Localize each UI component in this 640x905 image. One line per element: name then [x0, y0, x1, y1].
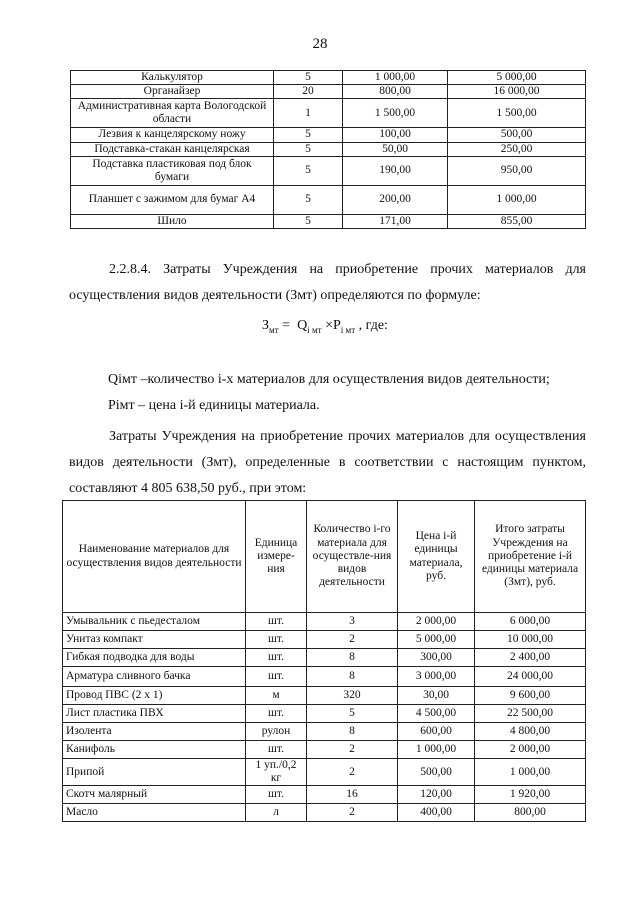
material-price: 500,00 [398, 759, 475, 786]
material-unit: шт. [246, 613, 307, 631]
materials-table [62, 500, 586, 822]
material-total: 10 000,00 [475, 631, 586, 649]
table-row [63, 613, 586, 631]
material-unit: шт. [246, 631, 307, 649]
item-total: 1 000,00 [448, 185, 586, 214]
item-price: 800,00 [343, 85, 448, 99]
cost-formula: $З_{мт} = Q_{i мт} \times P_{i мт}$ , где: [262, 318, 388, 335]
definition-quantity: Qiмт –количество i-х материалов для осуществления видов деятельности; [108, 372, 550, 387]
material-price: 30,00 [398, 687, 475, 705]
item-name: Лезвия к канцелярскому ножу [71, 128, 274, 142]
material-unit: шт. [246, 786, 307, 804]
header-price: Цена i-й единицы материала, руб. [398, 501, 475, 613]
item-total: 950,00 [448, 156, 586, 185]
table-row [63, 687, 586, 705]
header-total: Итого затраты Учреждения на приобретение i-й единицы материала (Змт), руб. [475, 501, 586, 613]
table-row [71, 214, 586, 228]
item-name: Административная карта Вологодской области [71, 99, 274, 128]
item-qty: 5 [274, 156, 343, 185]
item-qty: 20 [274, 85, 343, 99]
material-unit: шт. [246, 667, 307, 687]
material-total: 22 500,00 [475, 705, 586, 723]
item-price: 1 000,00 [343, 71, 448, 85]
item-qty: 5 [274, 214, 343, 228]
material-qty: 8 [307, 667, 398, 687]
header-name: Наименование материалов для осуществления видов деятельности [63, 501, 246, 613]
material-unit: рулон [246, 723, 307, 741]
item-qty: 5 [274, 142, 343, 156]
material-name: Канифоль [63, 741, 246, 759]
table-row [71, 99, 586, 128]
material-qty: 8 [307, 649, 398, 667]
material-name: Провод ПВС (2 х 1) [63, 687, 246, 705]
material-price: 4 500,00 [398, 705, 475, 723]
item-qty: 1 [274, 99, 343, 128]
material-total: 2 400,00 [475, 649, 586, 667]
material-unit: л [246, 804, 307, 822]
table-row [63, 741, 586, 759]
table-row [63, 804, 586, 822]
table-row [63, 649, 586, 667]
table-row [63, 759, 586, 786]
table-header-row [63, 501, 586, 613]
table-row [71, 71, 586, 85]
item-total: 16 000,00 [448, 85, 586, 99]
material-name: Припой [63, 759, 246, 786]
material-total: 1 920,00 [475, 786, 586, 804]
material-price: 3 000,00 [398, 667, 475, 687]
table-row [63, 723, 586, 741]
material-qty: 16 [307, 786, 398, 804]
material-unit: 1 уп./0,2 кг [246, 759, 307, 786]
item-qty: 5 [274, 128, 343, 142]
material-unit: м [246, 687, 307, 705]
material-price: 1 000,00 [398, 741, 475, 759]
item-name: Планшет с зажимом для бумаг А4 [71, 185, 274, 214]
header-qty: Количество i-го материала для осуществле-ния видов деятельности [307, 501, 398, 613]
table-row [71, 128, 586, 142]
material-qty: 2 [307, 804, 398, 822]
item-price: 200,00 [343, 185, 448, 214]
item-total: 5 000,00 [448, 71, 586, 85]
material-price: 120,00 [398, 786, 475, 804]
page-number: 28 [312, 36, 328, 52]
item-price: 100,00 [343, 128, 448, 142]
material-price: 600,00 [398, 723, 475, 741]
table-row [63, 667, 586, 687]
material-price: 400,00 [398, 804, 475, 822]
total-paragraph: Затраты Учреждения на приобретение прочих материалов для осуществления видов деятельности (Змт), определенные в соответствии с настоящим пунктом, составляют 4 805 638,50 руб., при этом: [69, 429, 586, 496]
table-row [71, 85, 586, 99]
material-name: Лист пластика ПВХ [63, 705, 246, 723]
item-name: Шило [71, 214, 274, 228]
material-qty: 8 [307, 723, 398, 741]
material-qty: 2 [307, 741, 398, 759]
material-total: 1 000,00 [475, 759, 586, 786]
item-total: 500,00 [448, 128, 586, 142]
material-name: Унитаз компакт [63, 631, 246, 649]
item-total: 250,00 [448, 142, 586, 156]
table-row [71, 185, 586, 214]
material-unit: шт. [246, 649, 307, 667]
material-qty: 320 [307, 687, 398, 705]
table-row [71, 142, 586, 156]
table-row [71, 156, 586, 185]
item-name: Органайзер [71, 85, 274, 99]
item-qty: 5 [274, 185, 343, 214]
section-paragraph: 2.2.8.4. Затраты Учреждения на приобретение прочих материалов для осуществления видов деятельности (Змт) определяются по формуле: [69, 262, 586, 303]
material-qty: 2 [307, 759, 398, 786]
item-qty: 5 [274, 71, 343, 85]
material-name: Скотч малярный [63, 786, 246, 804]
material-name: Гибкая подводка для воды [63, 649, 246, 667]
material-name: Масло [63, 804, 246, 822]
item-price: 190,00 [343, 156, 448, 185]
material-qty: 2 [307, 631, 398, 649]
item-name: Подставка пластиковая под блок бумаги [71, 156, 274, 185]
material-total: 9 600,00 [475, 687, 586, 705]
material-qty: 3 [307, 613, 398, 631]
material-total: 2 000,00 [475, 741, 586, 759]
item-total: 1 500,00 [448, 99, 586, 128]
item-price: 50,00 [343, 142, 448, 156]
item-total: 855,00 [448, 214, 586, 228]
material-total: 800,00 [475, 804, 586, 822]
item-name: Подставка-стакан канцелярская [71, 142, 274, 156]
material-total: 24 000,00 [475, 667, 586, 687]
item-price: 171,00 [343, 214, 448, 228]
item-price: 1 500,00 [343, 99, 448, 128]
header-unit: Единица измере-ния [246, 501, 307, 613]
office-supplies-table [70, 70, 586, 229]
material-price: 2 000,00 [398, 613, 475, 631]
material-total: 4 800,00 [475, 723, 586, 741]
material-price: 5 000,00 [398, 631, 475, 649]
material-unit: шт. [246, 705, 307, 723]
material-price: 300,00 [398, 649, 475, 667]
material-name: Изолента [63, 723, 246, 741]
table-row [63, 631, 586, 649]
definition-price: Piмт – цена i-й единицы материала. [108, 398, 320, 413]
item-name: Калькулятор [71, 71, 274, 85]
material-name: Арматура сливного бачка [63, 667, 246, 687]
material-qty: 5 [307, 705, 398, 723]
table-row [63, 786, 586, 804]
table-row [63, 705, 586, 723]
material-unit: шт. [246, 741, 307, 759]
material-name: Умывальник с пьедесталом [63, 613, 246, 631]
material-total: 6 000,00 [475, 613, 586, 631]
